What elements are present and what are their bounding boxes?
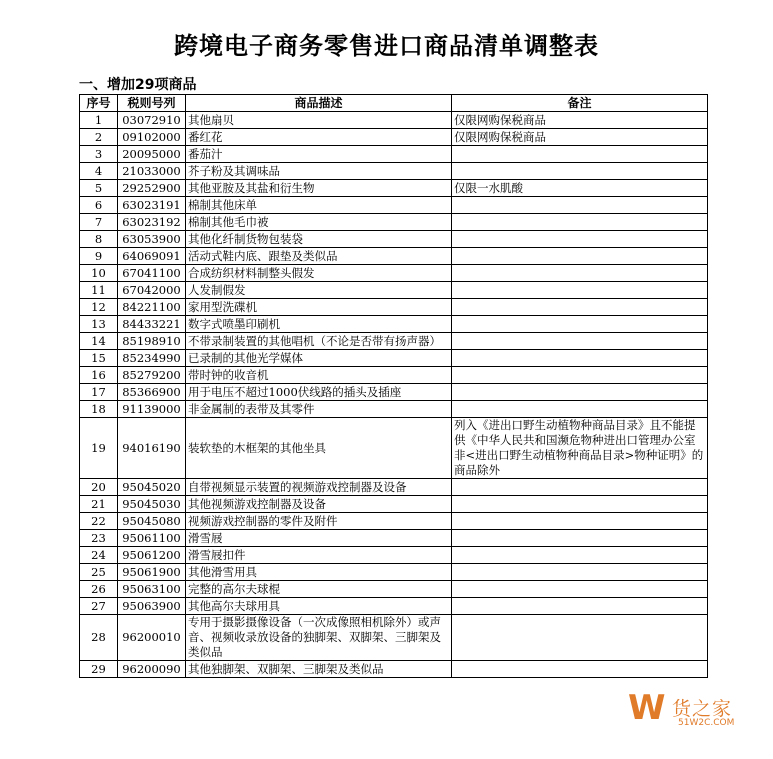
row-description: 数字式喷墨印刷机 <box>186 316 452 333</box>
row-tariff-code: 63023191 <box>118 197 186 214</box>
row-description: 其他亚胺及其盐和衍生物 <box>186 180 452 197</box>
row-tariff-code: 84433221 <box>118 316 186 333</box>
row-tariff-code: 09102000 <box>118 129 186 146</box>
row-note <box>452 163 708 180</box>
table-row <box>80 180 708 197</box>
row-tariff-code: 96200090 <box>118 661 186 678</box>
row-description: 活动式鞋内底、跟垫及类似品 <box>186 248 452 265</box>
row-note <box>452 367 708 384</box>
row-number: 18 <box>80 401 118 418</box>
table-row <box>80 418 708 479</box>
row-description: 滑雪屐 <box>186 530 452 547</box>
row-number: 27 <box>80 598 118 615</box>
row-tariff-code: 29252900 <box>118 180 186 197</box>
row-note <box>452 479 708 496</box>
row-tariff-code: 85234990 <box>118 350 186 367</box>
row-number: 10 <box>80 265 118 282</box>
row-description: 其他化纤制货物包装袋 <box>186 231 452 248</box>
row-note <box>452 214 708 231</box>
table-row <box>80 384 708 401</box>
row-description: 番茄汁 <box>186 146 452 163</box>
table-row <box>80 197 708 214</box>
row-description: 其他高尔夫球用具 <box>186 598 452 615</box>
row-description: 人发制假发 <box>186 282 452 299</box>
row-tariff-code: 95045020 <box>118 479 186 496</box>
row-number: 16 <box>80 367 118 384</box>
table-row <box>80 231 708 248</box>
row-tariff-code: 64069091 <box>118 248 186 265</box>
row-note: 仅限网购保税商品 <box>452 112 708 129</box>
row-description: 家用型洗碟机 <box>186 299 452 316</box>
row-tariff-code: 85366900 <box>118 384 186 401</box>
table-row <box>80 163 708 180</box>
row-number: 8 <box>80 231 118 248</box>
row-note <box>452 299 708 316</box>
row-number: 28 <box>80 615 118 661</box>
row-number: 9 <box>80 248 118 265</box>
product-table <box>79 94 708 678</box>
watermark-w-icon: W <box>628 688 666 728</box>
row-note <box>452 564 708 581</box>
row-number: 19 <box>80 418 118 479</box>
row-tariff-code: 67041100 <box>118 265 186 282</box>
row-number: 3 <box>80 146 118 163</box>
row-number: 22 <box>80 513 118 530</box>
row-tariff-code: 85279200 <box>118 367 186 384</box>
row-description: 棉制其他床单 <box>186 197 452 214</box>
row-note <box>452 598 708 615</box>
table-row <box>80 661 708 678</box>
header-desc: 商品描述 <box>186 95 452 112</box>
table-row <box>80 367 708 384</box>
row-number: 23 <box>80 530 118 547</box>
row-description: 装软垫的木框架的其他坐具 <box>186 418 452 479</box>
row-description: 合成纺织材料制整头假发 <box>186 265 452 282</box>
row-number: 6 <box>80 197 118 214</box>
row-note <box>452 513 708 530</box>
row-number: 21 <box>80 496 118 513</box>
row-tariff-code: 95061200 <box>118 547 186 564</box>
row-number: 13 <box>80 316 118 333</box>
row-description: 专用于摄影摄像设备（一次成像照相机除外）或声音、视频收录放设备的独脚架、双脚架、三脚架及类似品 <box>186 615 452 661</box>
row-number: 7 <box>80 214 118 231</box>
header-note: 备注 <box>452 95 708 112</box>
row-note <box>452 282 708 299</box>
table-row <box>80 112 708 129</box>
row-number: 20 <box>80 479 118 496</box>
row-description: 非金属制的表带及其零件 <box>186 401 452 418</box>
header-code: 税则号列 <box>118 95 186 112</box>
table-row <box>80 547 708 564</box>
table-row <box>80 401 708 418</box>
row-description: 其他滑雪用具 <box>186 564 452 581</box>
row-description: 带时钟的收音机 <box>186 367 452 384</box>
row-tariff-code: 96200010 <box>118 615 186 661</box>
row-note <box>452 146 708 163</box>
row-number: 12 <box>80 299 118 316</box>
header-no: 序号 <box>80 95 118 112</box>
row-tariff-code: 95063900 <box>118 598 186 615</box>
table-header-row <box>80 95 708 112</box>
row-note <box>452 248 708 265</box>
row-number: 26 <box>80 581 118 598</box>
row-description: 完整的高尔夫球棍 <box>186 581 452 598</box>
row-note: 仅限一水肌酸 <box>452 180 708 197</box>
row-description: 棉制其他毛巾被 <box>186 214 452 231</box>
row-tariff-code: 20095000 <box>118 146 186 163</box>
table-row <box>80 299 708 316</box>
table-row <box>80 333 708 350</box>
row-description: 其他独脚架、双脚架、三脚架及类似品 <box>186 661 452 678</box>
row-note <box>452 496 708 513</box>
table-row <box>80 129 708 146</box>
watermark-sub: 51W2C.COM <box>678 718 735 728</box>
table-row <box>80 479 708 496</box>
row-description: 其他扇贝 <box>186 112 452 129</box>
table-row <box>80 564 708 581</box>
row-tariff-code: 84221100 <box>118 299 186 316</box>
row-note <box>452 350 708 367</box>
table-row <box>80 496 708 513</box>
row-description: 其他视频游戏控制器及设备 <box>186 496 452 513</box>
row-description: 自带视频显示装置的视频游戏控制器及设备 <box>186 479 452 496</box>
row-number: 5 <box>80 180 118 197</box>
row-tariff-code: 63023192 <box>118 214 186 231</box>
row-note <box>452 265 708 282</box>
row-note: 仅限网购保税商品 <box>452 129 708 146</box>
row-number: 2 <box>80 129 118 146</box>
row-note: 列入《进出口野生动植物种商品目录》且不能提供《中华人民共和国濒危物种进出口管理办公室非<进出口野生动植物种商品目录>物种证明》的商品除外 <box>452 418 708 479</box>
row-tariff-code: 21033000 <box>118 163 186 180</box>
row-note <box>452 401 708 418</box>
table-row <box>80 581 708 598</box>
row-note <box>452 581 708 598</box>
table-row <box>80 214 708 231</box>
row-note <box>452 316 708 333</box>
table-row <box>80 282 708 299</box>
table-row <box>80 146 708 163</box>
row-note <box>452 333 708 350</box>
row-number: 15 <box>80 350 118 367</box>
table-row <box>80 530 708 547</box>
row-description: 芥子粉及其调味品 <box>186 163 452 180</box>
row-note <box>452 384 708 401</box>
table-row <box>80 350 708 367</box>
row-number: 1 <box>80 112 118 129</box>
row-description: 视频游戏控制器的零件及附件 <box>186 513 452 530</box>
row-number: 29 <box>80 661 118 678</box>
row-description: 已录制的其他光学媒体 <box>186 350 452 367</box>
row-tariff-code: 95061100 <box>118 530 186 547</box>
row-tariff-code: 67042000 <box>118 282 186 299</box>
row-note <box>452 547 708 564</box>
row-description: 用于电压不超过1000伏线路的插头及插座 <box>186 384 452 401</box>
row-description: 不带录制装置的其他唱机（不论是否带有扬声器） <box>186 333 452 350</box>
row-tariff-code: 95063100 <box>118 581 186 598</box>
row-note <box>452 530 708 547</box>
row-tariff-code: 91139000 <box>118 401 186 418</box>
row-tariff-code: 63053900 <box>118 231 186 248</box>
row-note <box>452 231 708 248</box>
table-row <box>80 615 708 661</box>
watermark-text: 货之家 <box>672 698 733 720</box>
row-number: 25 <box>80 564 118 581</box>
row-number: 17 <box>80 384 118 401</box>
row-description: 滑雪屐扣件 <box>186 547 452 564</box>
row-tariff-code: 95045080 <box>118 513 186 530</box>
page-title: 跨境电子商务零售进口商品清单调整表 <box>174 31 599 60</box>
row-note <box>452 661 708 678</box>
section-heading: 一、增加29项商品 <box>79 77 197 93</box>
row-note <box>452 197 708 214</box>
row-tariff-code: 95045030 <box>118 496 186 513</box>
row-tariff-code: 03072910 <box>118 112 186 129</box>
watermark-logo <box>628 686 768 746</box>
row-number: 4 <box>80 163 118 180</box>
table-row <box>80 513 708 530</box>
table-row <box>80 265 708 282</box>
row-tariff-code: 94016190 <box>118 418 186 479</box>
row-tariff-code: 85198910 <box>118 333 186 350</box>
row-note <box>452 615 708 661</box>
row-number: 24 <box>80 547 118 564</box>
row-tariff-code: 95061900 <box>118 564 186 581</box>
table-row <box>80 248 708 265</box>
table-row <box>80 316 708 333</box>
table-row <box>80 598 708 615</box>
row-number: 14 <box>80 333 118 350</box>
row-number: 11 <box>80 282 118 299</box>
row-description: 番红花 <box>186 129 452 146</box>
